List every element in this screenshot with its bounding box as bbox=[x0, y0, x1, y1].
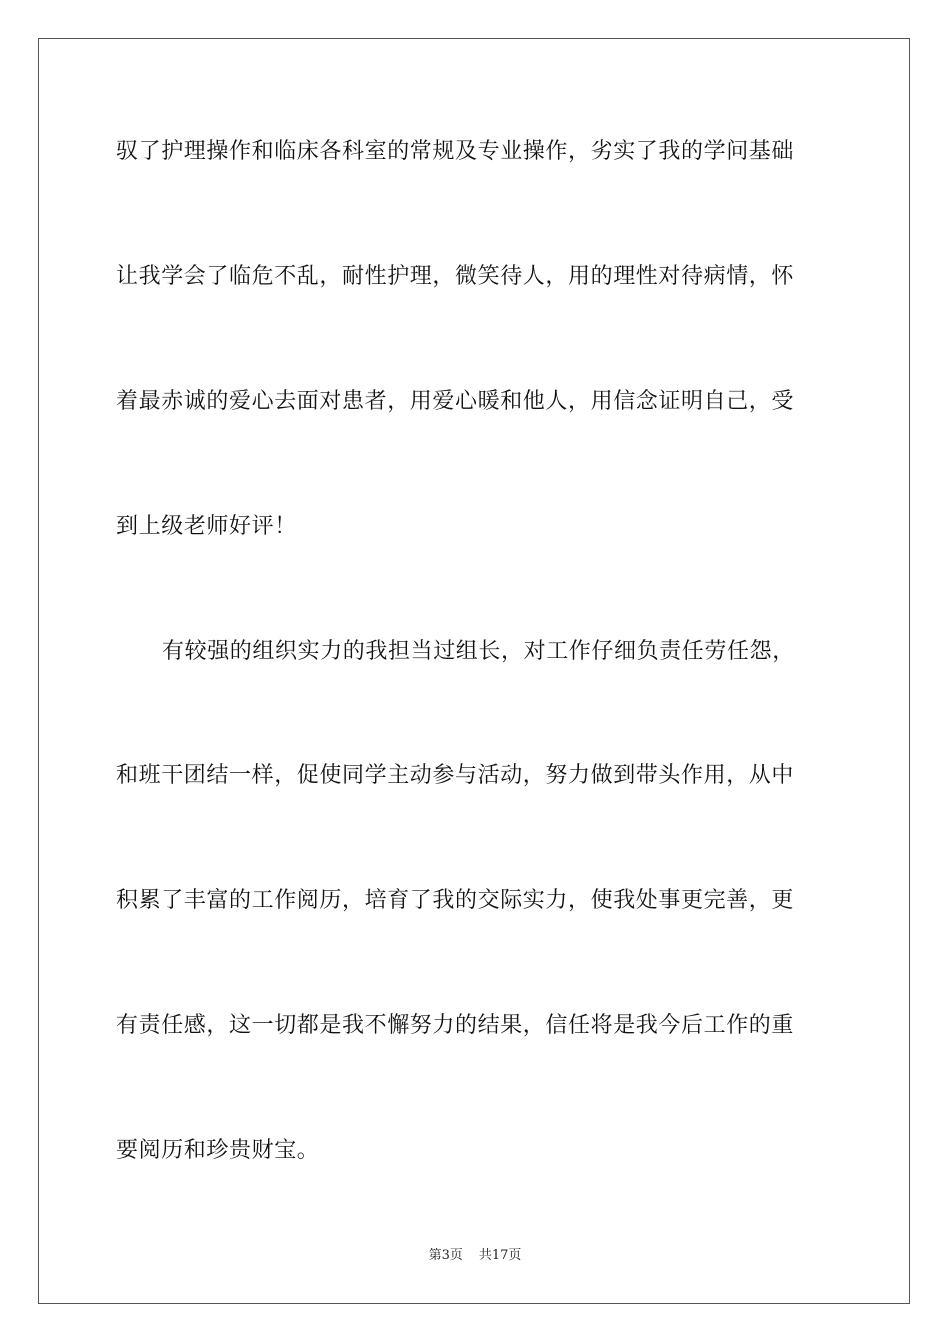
body-text-line: 要阅历和珍贵财宝。 bbox=[116, 1138, 320, 1163]
page-footer bbox=[0, 1248, 950, 1264]
total-pages: 共17页 bbox=[478, 1248, 522, 1263]
body-text-line: 和班干团结一样，促使同学主动参与活动，努力做到带头作用，从中 bbox=[116, 763, 795, 788]
body-text-line: 让我学会了临危不乱，耐性护理，微笑待人，用的理性对待病情，怀 bbox=[116, 264, 795, 289]
page-number: 第3页 bbox=[428, 1248, 463, 1263]
body-text-line: 积累了丰富的工作阅历，培育了我的交际实力，使我处事更完善，更 bbox=[116, 888, 795, 913]
body-text-line: 有责任感，这一切都是我不懈努力的结果，信任将是我今后工作的重 bbox=[116, 1013, 795, 1038]
page-frame bbox=[38, 38, 910, 1304]
body-text-line: 着最赤诚的爱心去面对患者，用爱心暖和他人，用信念证明自己，受 bbox=[116, 389, 795, 414]
body-text-line: 驭了护理操作和临床各科室的常规及专业操作，劣实了我的学问基础 bbox=[116, 139, 795, 164]
paragraph-first-line: 有较强的组织实力的我担当过组长，对工作仔细负责任劳任怨， bbox=[162, 639, 795, 664]
body-text-line: 到上级老师好评！ bbox=[116, 514, 297, 539]
